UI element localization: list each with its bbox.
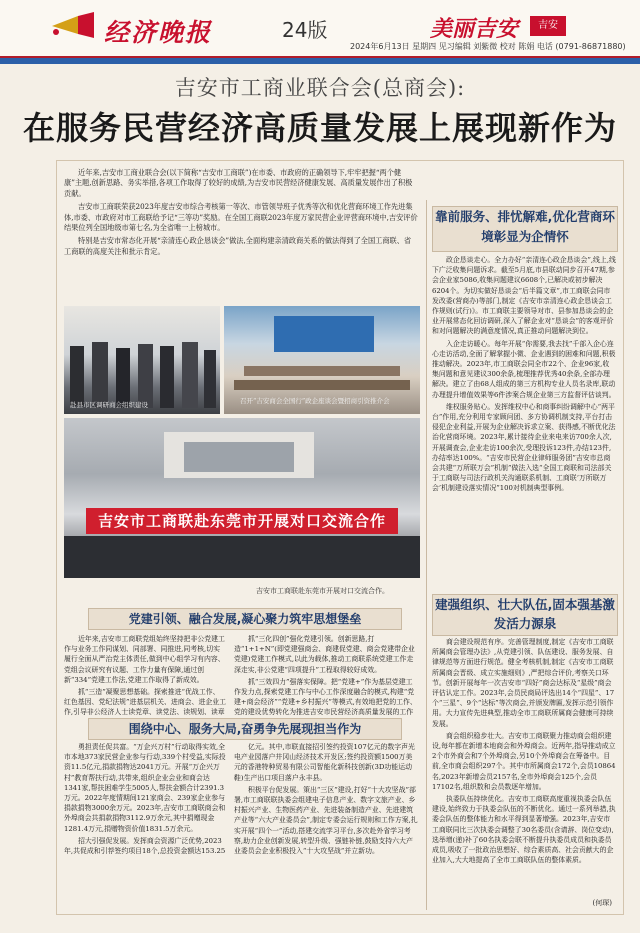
masthead-band [0, 58, 640, 64]
body-paragraph: 商会建设规范有序。完善管理制度,制定《吉安市工商联所属商会管理办法》,从党建引领、队伍建设、服务发展、自律规范等方面进行规范。健全考核机制,制定《吉安市工商联所属商会晋级、成立实施细则》,严把综合评价,考察关口环节。创新开展每年一次吉安市“四好”商会达标及“星级”商会评估认定工作。2023年,会员民商局评选出14个“四星”、17个“三星”、9个“达标”等次商会,并颁发牌匾,发挥示范引领作用。大力宣传先进典型,推动全市工商联所属商会健康可持续发展。 [432, 638, 615, 728]
intro-paragraph: 近年来,吉安市工商业联合会(以下简称“吉安市工商联”)在市委、市政府的正确领导下,牢牢把握“两个健康”主题,创新思路、务实举措,各项工作取得了较好的成绩,为吉安市民营经济健康发展、高质量发展作出了积极贡献。 [64, 168, 413, 198]
body-paragraph: 政企恳谈走心。全力办好“亲清连心政企恳谈会”,线上,线下广泛收集问题诉求。截至5月底,市县联动同步召开47期,参会企业家5086,收集问题建议6608个,已解决或初步解决6204个。为切实做好恳谈会“后半篇文章”,市工商联会同市发改委(营商办)等部门,制定《吉安市亲清连心政企恳谈会工作规则(试行)》。市工商联主要领导对市、县参加恳谈会的企业开展常态化回访调研,深入了解企业对“恳谈会”的客观评价和对问题解决的满意度情况,真正推动问题解决到位。 [432, 256, 616, 336]
group-photo-banner: 吉安市工商联赴东莞市开展对口交流合作 [86, 508, 398, 534]
body-paragraph: 积极平台促发展。策出“三区”建设,打好“十大攻坚战”部署,市工商联联执委会组建电子信息产业、数字文旅产业、乡村振兴产业、生物医药产业、先进装备制造产业、先进建筑产业等“六大产业委员会”,制定专委会运行规则和工作方案,扎实开展“四个一”活动,搭建交流学习平台,多次赴外省学习考察,助力企业创新发展,转型升级、强链补链,鼓励支持六大产业委员会企业积极投入“十大攻坚战”并立新功。 [234, 785, 418, 856]
body-paragraph: 近年来,吉安市工商联党组始终坚持把非公党建工作与业务工作同谋划、同部署、同推进,同考核,切实履行全面从严治党主体责任,做到中心组学习有内容、党组会议研究有议题、工作力量有保障,通过创新“334”党建工作法,党建工作取得了新成效。 [64, 635, 225, 684]
intro-paragraph: 特别是吉安市常态化开展“亲清连心政企恳谈会”做法,全面构建亲清政商关系的做法得到了全国工商联、省工商联的高度关注和批示肯定。 [64, 236, 412, 256]
section-title-service: 靠前服务、排忧解难,优化营商环境彰显为企情怀 [432, 206, 618, 252]
section-body-organization [432, 637, 616, 907]
photo-building-icon [64, 418, 420, 578]
section-title-center: 围绕中心、服务大局,奋勇争先展现担当作为 [88, 718, 402, 740]
section-body-service [432, 255, 616, 585]
edition-number: 24版 [282, 18, 328, 42]
section-title-party: 党建引领、融合发展,凝心聚力筑牢思想堡垒 [88, 608, 402, 630]
body-paragraph: 商会组织稳步壮大。吉安市工商联聚力推动商会组织建设,每年都在新增本地商会和外埠商会。近两年,指导推动成立2个市外商会和7个外埠商会,另10个外埠商会在筹备中。目前,全市商会组织297个。其中市所属商会172个,会员10864名,2023年新增会员2157名,全市外埠商会125个,会员17102名,组织数和会员数逐年增加。 [432, 731, 616, 791]
paper-name-logo: 经济晚报 [104, 18, 213, 47]
body-paragraph: 勇担责任促共富。“万企兴万村”行动取得实效,全市本地373家民营企业参与行动,339个村受益,实际投资11.5亿元,捐款捐物达2041万元。开展“万企兴万村”教育帮扶行动,共带来,组织企业会业和商会达1341家,帮扶困难学生5005人,帮扶金额合计2391.3万元。2022年度情期间121家商会、239家企业参与捐款捐物3000余万元。2023年,吉安市工商联商会和外埠商会共捐款捐物3112.9万余元,其中捐赠现金1281.4万元,捐赠物资价值1831.5万余元。 [64, 743, 226, 833]
body-paragraph: 抓“三造”凝聚思想基础。探索推进“优战工作、红色基因、党纪法规”进基层机关、进商会、进企业工作,引导非公经济人士读党章、读党法、读规划、读章 [64, 688, 226, 716]
trumpet-logo-icon [48, 8, 100, 38]
body-paragraph: 亿元。其中,市联直接招引签约投资107亿元的数字声光电产业园落户井冈山经济技术开发区;签约投资额1500万美元的香港特种贸易有限公司智能化新科技创新(3D功能运动鞋)生产出口项目落户永丰县。 [234, 743, 415, 782]
intro-paragraph: 吉安市工商联荣获2023年度吉安市综合考核第一等次、市管领导班子优秀等次和优化营商环境工作先进集体,市委、市政府对市工商联给予记“三等功”奖励。在全国工商联2023年度万家民营企业评营商环境中,吉安评价结果位列全国地级市第七名,为全省唯一上榜城市。 [64, 202, 418, 233]
body-paragraph: 维权服务贴心。发挥维权中心和商事纠纷调解中心“两平台”作用,充分利用专家顾问团、多方协调机制支持,平台打击侵犯企业利益,开展为企业解决诉求立案、获得感,不断优化法治化营商环境。2023年,累计接待企业来电来访700余人次,开展调查会,企业走访100余次,受理投诉123件,办结123件,办结率达100%。“吉安市民营企业律师服务团”吉安市总商会共建“万所联万会”机制”做法入选“全国工商联和司法部关于工商联与司法行政机关沟通联系机制、工商联‘万所联万会’机制建设落实情况”100对机制典型事例。 [432, 402, 616, 493]
byline: (何琛) [592, 899, 612, 907]
column-divider [426, 200, 427, 910]
photo-survey [64, 306, 220, 414]
photo-group [64, 418, 420, 578]
article-intro [64, 168, 418, 288]
column-brand: 美丽吉安 [430, 16, 519, 42]
group-photo-caption: 吉安市工商联赴东莞市开展对口交流合作。 [256, 587, 389, 595]
section-body-center-a [64, 742, 226, 906]
section-body-party-b [234, 634, 418, 716]
body-paragraph: 执委队伍持续优化。吉安市工商联高度重视执委会队伍建设,始终致力于执委会队伍的不断优化。通过一系列举措,执委会队伍的整体能力和水平得到显著增强。2023年,吉安市工商联同比三次执委会调整了30名委员(含请辞、岗位变动),选举增(递)补了60名执委会联不断提升执委员成员和执委员成员,吸收了一批政治思想好、综合素质高、社会贡献大的企业加入,大大地提高了全市工商联队伍的整体素质。 [432, 795, 616, 865]
section-body-party-a [64, 634, 226, 716]
article-headline: 在服务民营经济高质量发展上展现新作为 [22, 109, 617, 147]
photo-survey-caption: 赴县市区调研商会组织建设 [70, 401, 148, 409]
column-seal: 吉安 [530, 16, 566, 36]
body-paragraph: 招大引强促发展。发挥商会资源广泛优势,2023年,共促成和引荐签约项目18个,总投资金额达153.25 [64, 836, 226, 856]
section-body-center-b [234, 742, 418, 906]
dateline: 2024年6月13日 星期四 见习编辑 刘紫微 校对 陈娟 电话 (0791-86871880) [350, 42, 626, 51]
body-paragraph: 抓“三化四创”强化党建引领。创新思路,打造“1+1+N”(即党建强商会、商建促党建、商会党建带企业党建)党建工作模式,以此为载体,推动工商联系统党建工作走深走实,非公党建“四项提升”工程取得较好成效。 [234, 635, 415, 674]
section-title-organization: 建强组织、壮大队伍,固本强基激发活力源泉 [432, 594, 618, 636]
body-paragraph: 抓“三效四力”强落实保障。把“党建+”作为基层党建工作发力点,探索党建工作与中心工作深度融合的模式,构建“党建+商会经济”“党建+乡村振兴”等模式,有效地把党的工作、党的建设优势转化为推进吉安市民营经济高质量发展的工作 [234, 677, 417, 716]
article-subtitle: 吉安市工商业联合会(总商会): [174, 76, 466, 100]
photo-forum-caption: 召开“吉安商会全国行”政企座谈会暨招商引资推介会 [240, 397, 390, 405]
photo-people-icon [64, 306, 220, 414]
body-paragraph: 入企走访暖心。每年开展“你需要,我去找”千部入企心连心走访活动,全面了解掌握小微、企业遇到的困难和问题,积极推动解决。2023年,市工商联会同全市22个、企业96家,收集问题和意见建议300余条,梳理推荐优秀40余条,全部办理解决。建立了由68人组成的第三方机构专业人员名录库,联动办理提升增值效果等6件涉案合规企业第三方监督评估谈判。 [432, 339, 616, 399]
